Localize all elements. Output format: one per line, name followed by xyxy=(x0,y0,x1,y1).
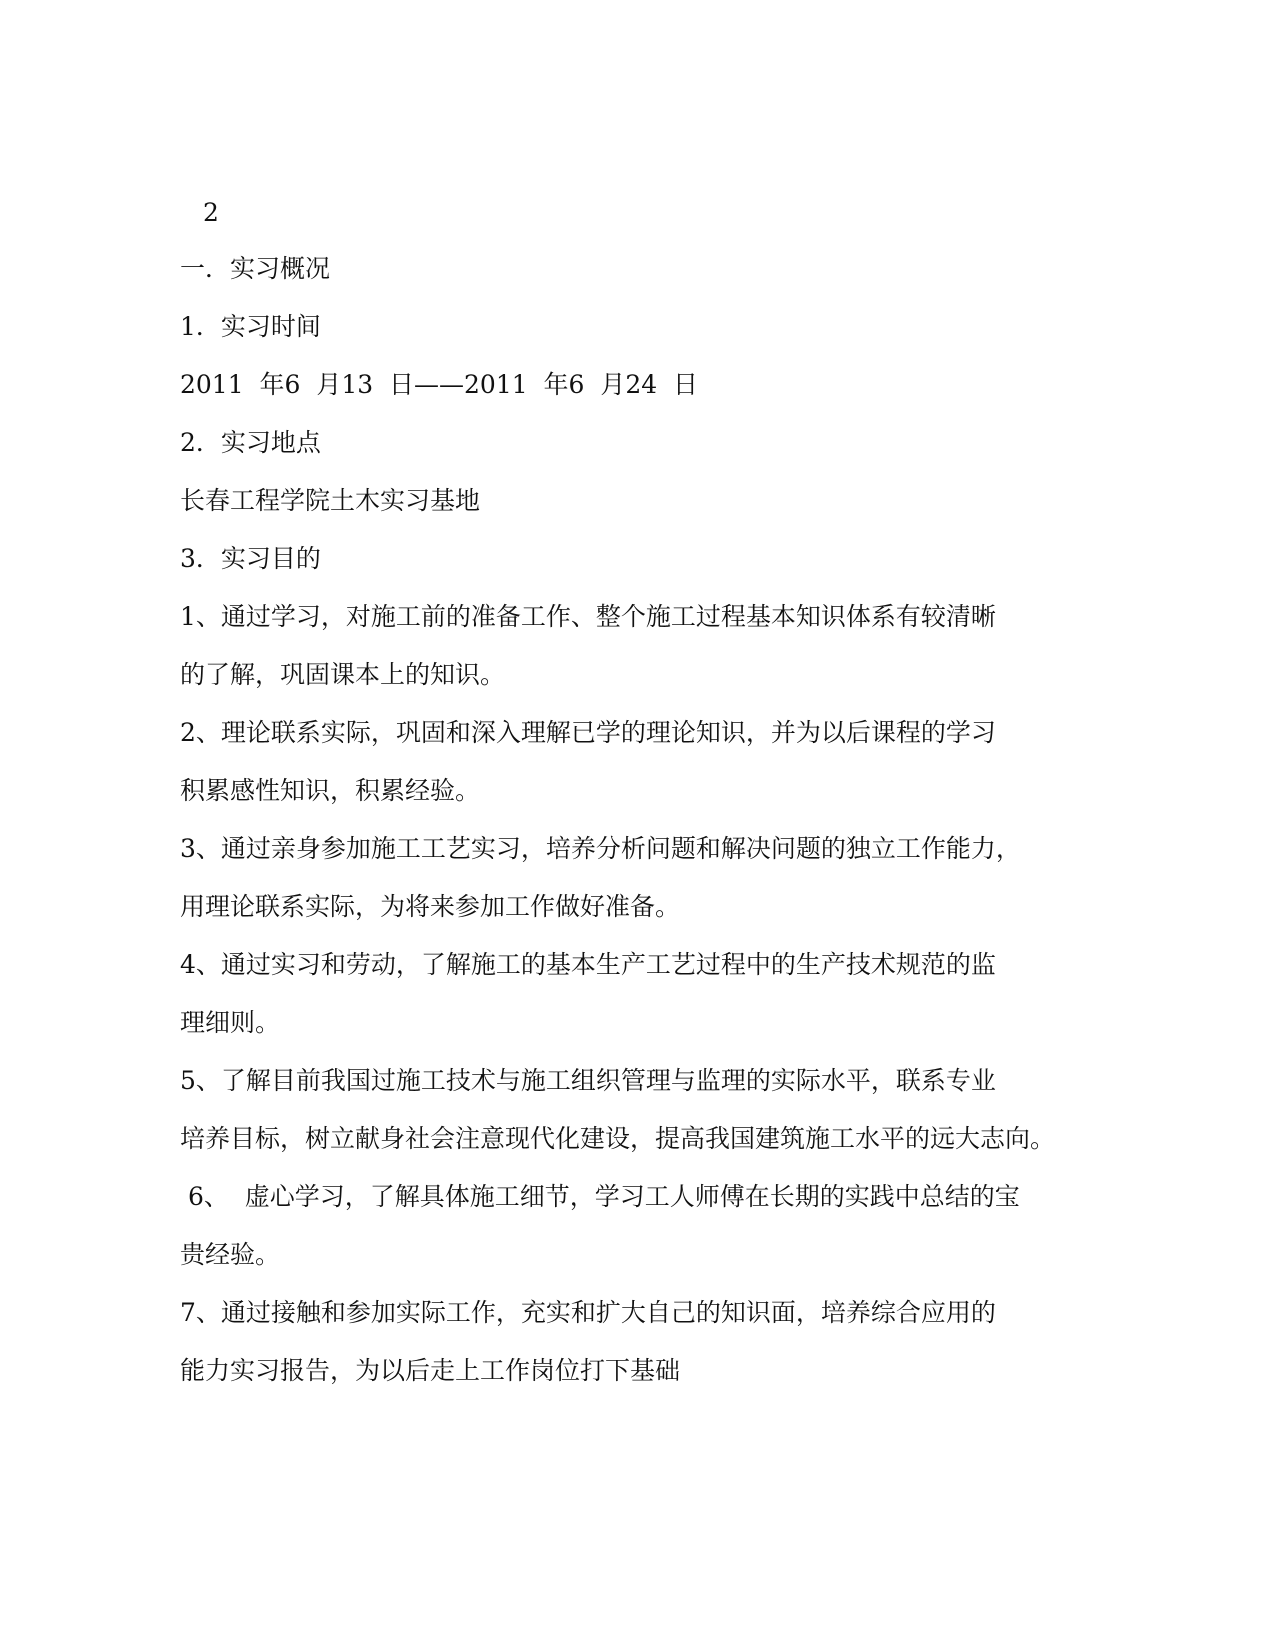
purpose-line: 7、通过接触和参加实际工作，充实和扩大自己的知识面，培养综合应用的 xyxy=(180,1298,996,1327)
purpose-line: 3、通过亲身参加施工工艺实习，培养分析问题和解决问题的独立工作能力， xyxy=(180,834,1021,863)
purpose-line: 的了解，巩固课本上的知识。 xyxy=(180,660,506,689)
place-heading: 2．实习地点 xyxy=(180,428,321,457)
purpose-line: 2、理论联系实际，巩固和深入理解已学的理论知识，并为以后课程的学习 xyxy=(180,718,996,747)
time-heading: 1．实习时间 xyxy=(180,312,321,341)
purpose-line: 5、了解目前我国过施工技术与施工组织管理与监理的实际水平，联系专业 xyxy=(180,1066,996,1095)
purpose-line: 贵经验。 xyxy=(180,1240,281,1269)
purpose-line: 4、通过实习和劳动，了解施工的基本生产工艺过程中的生产技术规范的监 xyxy=(180,950,996,979)
purpose-line: 理细则。 xyxy=(180,1008,281,1037)
purpose-line: 能力实习报告，为以后走上工作岗位打下基础 xyxy=(180,1356,681,1385)
purpose-line: 积累感性知识，积累经验。 xyxy=(180,776,481,805)
place-value: 长春工程学院土木实习基地 xyxy=(180,486,481,515)
purpose-line: 培养目标，树立献身社会注意现代化建设，提高我国建筑施工水平的远大志向。 xyxy=(180,1124,1056,1153)
purpose-line: 6、 虚心学习，了解具体施工细节，学习工人师傅在长期的实践中总结的宝 xyxy=(180,1182,1020,1211)
section-heading: 一．实习概况 xyxy=(180,254,331,283)
page-number: 2 xyxy=(203,198,219,227)
purpose-line: 1、通过学习，对施工前的准备工作、整个施工过程基本知识体系有较清晰 xyxy=(180,602,996,631)
purpose-heading: 3．实习目的 xyxy=(180,544,321,573)
purpose-line: 用理论联系实际，为将来参加工作做好准备。 xyxy=(180,892,681,921)
time-value: 2011 年6 月13 日——2011 年6 月24 日 xyxy=(180,370,699,399)
